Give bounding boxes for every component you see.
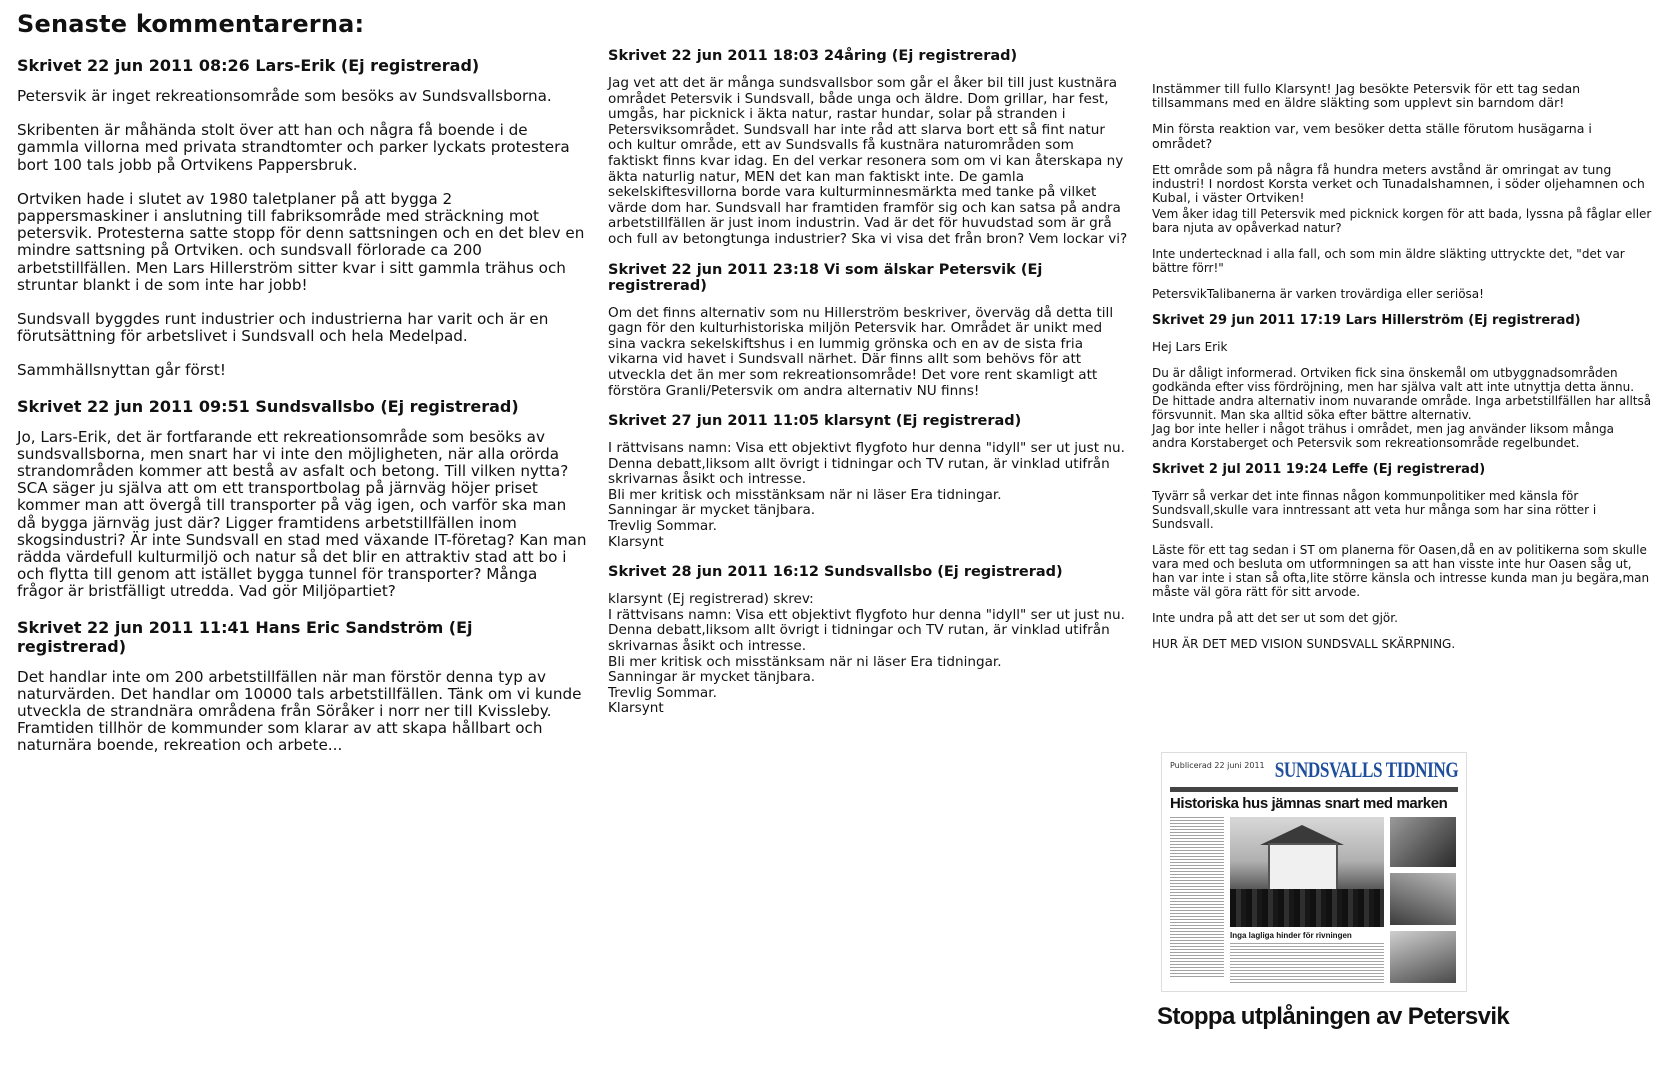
comment	[608, 564, 1128, 717]
clipping-date: Publicerad 22 juni 2011	[1170, 761, 1265, 770]
comment-paragraph: Bli mer kritisk och misstänksam när ni läser Era tidningar.	[608, 653, 1002, 670]
comment-paragraph: Trevlig Sommar.	[608, 684, 717, 701]
comment-paragraph: Om det finns alternativ som nu Hillerström beskriver, överväg då detta till gagn för den kulturhistoriska miljön Petersvik har. Området är unikt med sina vackra sekelskiftshus i en lummig grönska och en av de sista fria vikarna vid havet i Sundsvall närhet. Där finns allt som behövs för att utveckla det än mer som rekreationsområde! Det vore rent skamligt att förstöra Granli/Petersvik om andra alternativ NU finns!	[608, 304, 1114, 399]
comment-header: Skrivet 27 jun 2011 11:05 klarsynt (Ej registrerad)	[608, 413, 1022, 430]
comment-paragraph: Instämmer till fullo Klarsynt! Jag besökte Petersvik för ett tag sedan tillsammans med en äldre släkting som upplevt sin barndom där!	[1152, 81, 1581, 111]
comment-paragraph: HUR ÄR DET MED VISION SUNDSVALL SKÄRPNING.	[1152, 637, 1456, 652]
side-photo	[1390, 873, 1456, 925]
comment-body	[1152, 489, 1652, 651]
garden-foliage	[1230, 889, 1384, 927]
comment-body	[17, 88, 587, 380]
comment-paragraph: Sanningar är mycket tänjbara.	[608, 669, 816, 686]
comment-paragraph: Ett område som på några få hundra meters avstånd är omringat av tung industri! I nordost Korsta verket och Tunadalshamnen, i söder oljehamnen och Kubal, i väster Ortviken!	[1152, 161, 1645, 206]
comment-paragraph: I rättvisans namn: Visa ett objektivt flygfoto hur denna "idyll" ser ut just nu.	[608, 440, 1125, 457]
comment-paragraph: Jag vet att det är många sundsvallsbor som går el åker bil till just kustnära området Petersvik i Sundsvall, både unga och äldre. Dom grillar, har fest, umgås, har picknick i äkta natur, rastar hundar, solar på stranden i Petersviksområdet. Sundsvall har inte råd att slarva bort ett så fint natur och kultur område, ett av Sundsvalls få kustnära naturområden som faktiskt finns kvar idag. En del verkar resonera som om vi kan återskapa ny äkta naturlig natur, MEN det kan man faktiskt inte. De gamla sekelskiftesvillorna borde vara kulturminnesmärkta med tanke på vilket värde dom har. Sundsvall har framtiden framför sig och kan satsa på andra arbetstillfällen är just inom industrin. Vad är det för huvudstad som är grå och full av betongtunga industrier? Ska vi visa det från bron? Vem lockar vi?	[608, 75, 1128, 247]
comment-paragraph: Klarsynt	[608, 533, 664, 550]
clipping-headline: Historiska hus jämnas snart med marken	[1170, 795, 1448, 812]
comment	[608, 48, 1128, 248]
column-left	[17, 0, 587, 772]
comment-paragraph: Petersvik är inget rekreationsområde som besöks av Sundsvallsborna.	[17, 87, 552, 105]
comment-header: Skrivet 22 jun 2011 08:26 Lars-Erik (Ej registrerad)	[17, 56, 480, 75]
comment-paragraph: Inte undertecknad i alla fall, och som min äldre släkting uttryckte det, "det var bättre förr!"	[1152, 247, 1625, 276]
clipping-subheadline: Inga lagliga hinder för rivningen	[1230, 931, 1352, 940]
comment-paragraph: klarsynt (Ej registrerad) skrev:	[608, 591, 814, 608]
house-photo	[1230, 817, 1384, 927]
clipping-text-column	[1170, 817, 1224, 977]
comment-body	[17, 429, 587, 601]
comment-header: Skrivet 22 jun 2011 18:03 24åring (Ej registrerad)	[608, 48, 1018, 64]
comment-paragraph: Skribenten är måhända stolt över att han och några få boende i de gammla villorna med privata strandtomter och parker lyckats protestera bort 100 tals jobb på Ortvikens Pappersbruk.	[17, 121, 570, 174]
comment-body	[608, 76, 1128, 248]
comment-paragraph: Klarsynt	[608, 700, 664, 717]
newspaper-clipping-image	[1161, 752, 1467, 992]
comment-paragraph: Jag bor inte heller i något trähus i området, men jag använder liksom många andra Korstaberget och Petersvik som rekreationsområde regelbundet.	[1152, 422, 1615, 451]
comment-paragraph: Jo, Lars-Erik, det är fortfarande ett rekreationsområde som besöks av sundsvallsborna, men snart har vi inte den möjligheten, när alla orörda strandområden kommer att bestå av asfalt och betong. Till vilken nytta? SCA säger ju själva att om ett transportbolag på järnväg höjer priset kommer man att övergå till transporter på väg igen, och varför ska man då bygga järnväg just där? Ligger framtidens arbetstillfällen inom skogsindustri? Är inte Sundsvall en stad med växande IT-företag? Kan man rädda värdefull kulturmiljö och natur så det blir en attraktiv stad att bo i och flytta till genom att istället bygga tunnel för transporter? Många frågor är bristfälligt utredda. Vad gör Miljöpartiet?	[17, 427, 587, 601]
comment-header: Skrivet 22 jun 2011 11:41 Hans Eric Sandström (Ej registrerad)	[17, 617, 473, 656]
comment-body	[608, 592, 1128, 717]
house-roof	[1260, 825, 1344, 845]
comment-paragraph: Denna debatt,liksom allt övrigt i tidningar och TV rutan, är vinklad utifrån skrivarnas åsikt och intresse.	[608, 455, 1110, 488]
house-facade	[1268, 843, 1338, 891]
clipping-text-lines	[1230, 943, 1384, 983]
comment-paragraph: Sundsvall byggdes runt industrier och industrierna har varit och är en förutsättning för arbetslivet i Sundsvall och hela Medelpad.	[17, 310, 549, 346]
comment-paragraph: Vem åker idag till Petersvik med picknick korgen för att bada, lyssna på fåglar eller bara njuta av opåverkad natur?	[1152, 207, 1652, 236]
comment-paragraph: Det handlar inte om 200 arbetstillfällen när man förstör denna typ av naturvärden. Det handlar om 10000 tals arbetstillfällen. Tänk om vi kunde utveckla de strandnära områdena från Söråker i norr ner till Kvissleby. Framtiden tillhör de kommunder som klarar av att skapa hållbart och naturnära boende, rekreation och arbete...	[17, 667, 582, 755]
comment-paragraph: Bli mer kritisk och misstänksam när ni läser Era tidningar.	[608, 486, 1002, 503]
comment-body	[17, 669, 587, 755]
comment	[17, 397, 587, 601]
comment-paragraph: Inte undra på att det ser ut som det gjör.	[1152, 611, 1398, 626]
side-photo	[1390, 931, 1456, 983]
comment-paragraph: Du är dåligt informerad. Ortviken fick sina önskemål om utbyggnadsområden godkända efter viss fördröjning, men har själva valt att inte utnyttja detta ännu.	[1152, 366, 1635, 395]
comment	[17, 56, 587, 380]
comment	[1152, 82, 1652, 301]
comment-paragraph: Denna debatt,liksom allt övrigt i tidningar och TV rutan, är vinklad utifrån skrivarnas åsikt och intresse.	[608, 622, 1110, 655]
image-caption: Stoppa utplåningen av Petersvik	[1157, 1003, 1510, 1030]
comment	[1152, 313, 1652, 450]
comment-body	[1152, 207, 1652, 301]
comment-body	[608, 306, 1128, 400]
comment-paragraph: Hej Lars Erik	[1152, 340, 1228, 355]
comment-body	[1152, 340, 1652, 354]
column-middle	[608, 48, 1128, 717]
side-photo	[1390, 817, 1456, 867]
masthead-rule	[1170, 787, 1458, 792]
comment	[608, 413, 1128, 550]
page-title: Senaste kommentarerna:	[17, 10, 365, 38]
comment-header: Skrivet 2 jul 2011 19:24 Leffe (Ej registrerad)	[1152, 462, 1486, 478]
comment-paragraph: Min första reaktion var, vem besöker detta ställe förutom husägarna i området?	[1152, 121, 1592, 151]
comment-header: Skrivet 22 jun 2011 23:18 Vi som älskar Petersvik (Ej registrerad)	[608, 261, 1043, 294]
comment-header: Skrivet 29 jun 2011 17:19 Lars Hillerström (Ej registrerad)	[1152, 313, 1581, 329]
comment-header: Skrivet 28 jun 2011 16:12 Sundsvallsbo (Ej registrerad)	[608, 564, 1063, 581]
comment-paragraph: Sanningar är mycket tänjbara.	[608, 502, 816, 519]
comment-header: Skrivet 22 jun 2011 09:51 Sundsvallsbo (Ej registrerad)	[17, 396, 519, 416]
column-right	[1152, 82, 1652, 663]
comment	[17, 618, 587, 755]
comment-paragraph: I rättvisans namn: Visa ett objektivt flygfoto hur denna "idyll" ser ut just nu.	[608, 606, 1125, 623]
comment-paragraph: PetersvikTalibanerna är varken trovärdiga eller seriösa!	[1152, 287, 1484, 302]
comment-paragraph: Ortviken hade i slutet av 1980 taletplaner på att bygga 2 pappersmaskiner i anslutning till fabriksområde med sträckning mot petersvik. Protesterna satte stopp för denn sattsningen och en det blev en mindre sattsning på Ortviken. och sundsvall förlorade ca 200 arbetstillfällen. Men Lars Hillerström sitter kvar i sitt gammla trähus och struntar blankt i de som inte har jobb!	[17, 189, 585, 294]
comment-body	[1152, 366, 1652, 450]
comment	[1152, 462, 1652, 651]
comment-paragraph: Trevlig Sommar.	[608, 518, 717, 535]
comment-body	[608, 441, 1128, 550]
newspaper-masthead: SUNDSVALLS TIDNING	[1274, 757, 1458, 782]
comment-paragraph: Tyvärr så verkar det inte finnas någon kommunpolitiker med känsla för Sundsvall,skulle vara inntressant att veta hur många som har sina rötter i Sundsvall.	[1152, 489, 1597, 532]
comment-paragraph: Sammhällsnyttan går först!	[17, 361, 226, 380]
comment-paragraph: Läste för ett tag sedan i ST om planerna för Oasen,då en av politikerna som skulle vara med och besluta om utformningen sa att han visste inte hur Oasen såg ut, han var inte i stan så ofta,lite större känsla och intresse kunda man ju begära,man måste väl göra rätt för sitt arvode.	[1152, 543, 1650, 600]
comment	[608, 262, 1128, 400]
comment-body	[1152, 82, 1652, 205]
comment-paragraph: De hittade andra alternativ inom nuvarande område. Inga arbetstillfällen har alltså försvunnit. Man ska alltid söka efter bättre alternativ.	[1152, 394, 1652, 423]
